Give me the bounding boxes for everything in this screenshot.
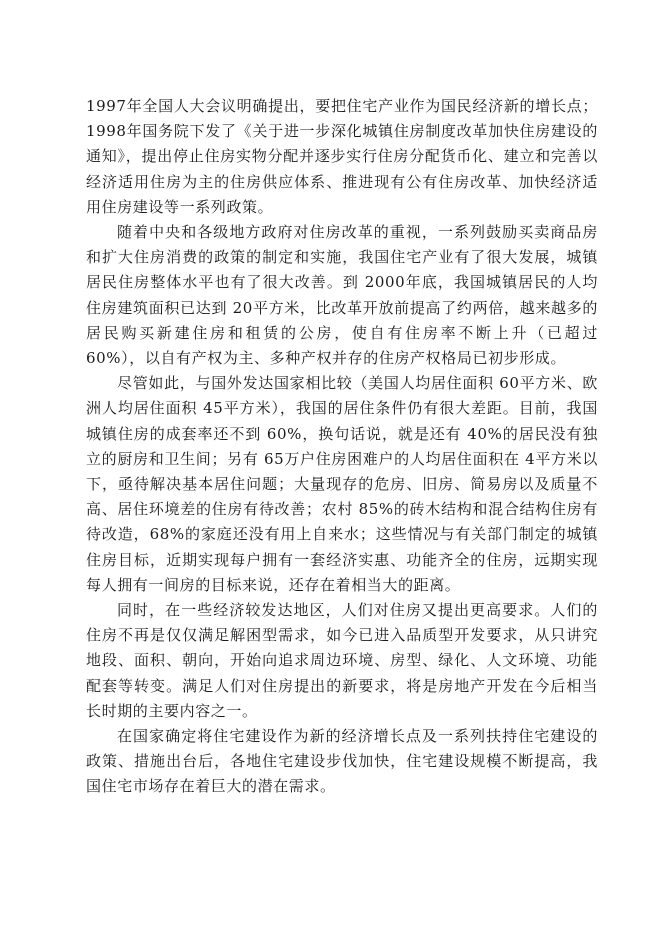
paragraph-comparison: 尽管如此，与国外发达国家相比较（美国人均居住面积 60平方米、欧洲人均居住面积 45平方米），我国的居住条件仍有很大差距。目前，我国城镇住房的成套率还不到 60%，换句话说，就是还有 40%的居民没有独立的厨房和卫生间；另有 65万户住房困难户的人均居住面积在 4平方米以下，亟待解决基本居住问题；大量现存的危房、旧房、简易房以及质量不高、居住环境差的住房有待改善；农村 85%的砖木结构和混合结构住房有待改造，68%的家庭还没有用上自来水；这些情况与有关部门制定的城镇住房目标，近期实现每户拥有一套经济实惠、功能齐全的住房，远期实现每人拥有一间房的目标来说，还存在着相当大的距离。 bbox=[86, 374, 598, 594]
paragraph-policy-1997: 1997年全国人大会议明确提出，要把住宅产业作为国民经济新的增长点；1998年国务院下发了《关于进一步深化城镇住房制度改革加快住房建设的通知》，提出停止住房实物分配并逐步实行住房分配货币化、建立和完善以经济适用住房为主的住房供应体系、推进现有公有住房改革、加快经济适用住房建设等一系列政策。 bbox=[86, 97, 598, 216]
paragraph-market-potential: 在国家确定将住宅建设作为新的经济增长点及一系列扶持住宅建设的政策、措施出台后，各地住宅建设步伐加快，住宅建设规模不断提高，我国住宅市场存在着巨大的潜在需求。 bbox=[86, 727, 598, 796]
paragraph-housing-reform: 随着中央和各级地方政府对住房改革的重视，一系列鼓励买卖商品房和扩大住房消费的政策的制定和实施，我国住宅产业有了很大发展，城镇居民住房整体水平也有了很大改善。到 2000年底，我国城镇居民的人均住房建筑面积已达到 20平方米，比改革开放前提高了约两倍，越来越多的居民购买新建住房和租赁的公房，使自有住房率不断上升（已超过 60%），以自有产权为主、多种产权并存的住房产权格局已初步形成。 bbox=[86, 223, 598, 368]
body-text bbox=[86, 94, 598, 800]
paragraph-higher-demand: 同时，在一些经济较发达地区，人们对住房又提出更高要求。人们的住房不再是仅仅满足解困型需求，如今已进入品质型开发要求，从只讲究地段、面积、朝向，开始向追求周边环境、房型、绿化、人文环境、功能配套等转变。满足人们对住房提出的新要求，将是房地产开发在今后相当长时期的主要内容之一。 bbox=[86, 601, 598, 720]
